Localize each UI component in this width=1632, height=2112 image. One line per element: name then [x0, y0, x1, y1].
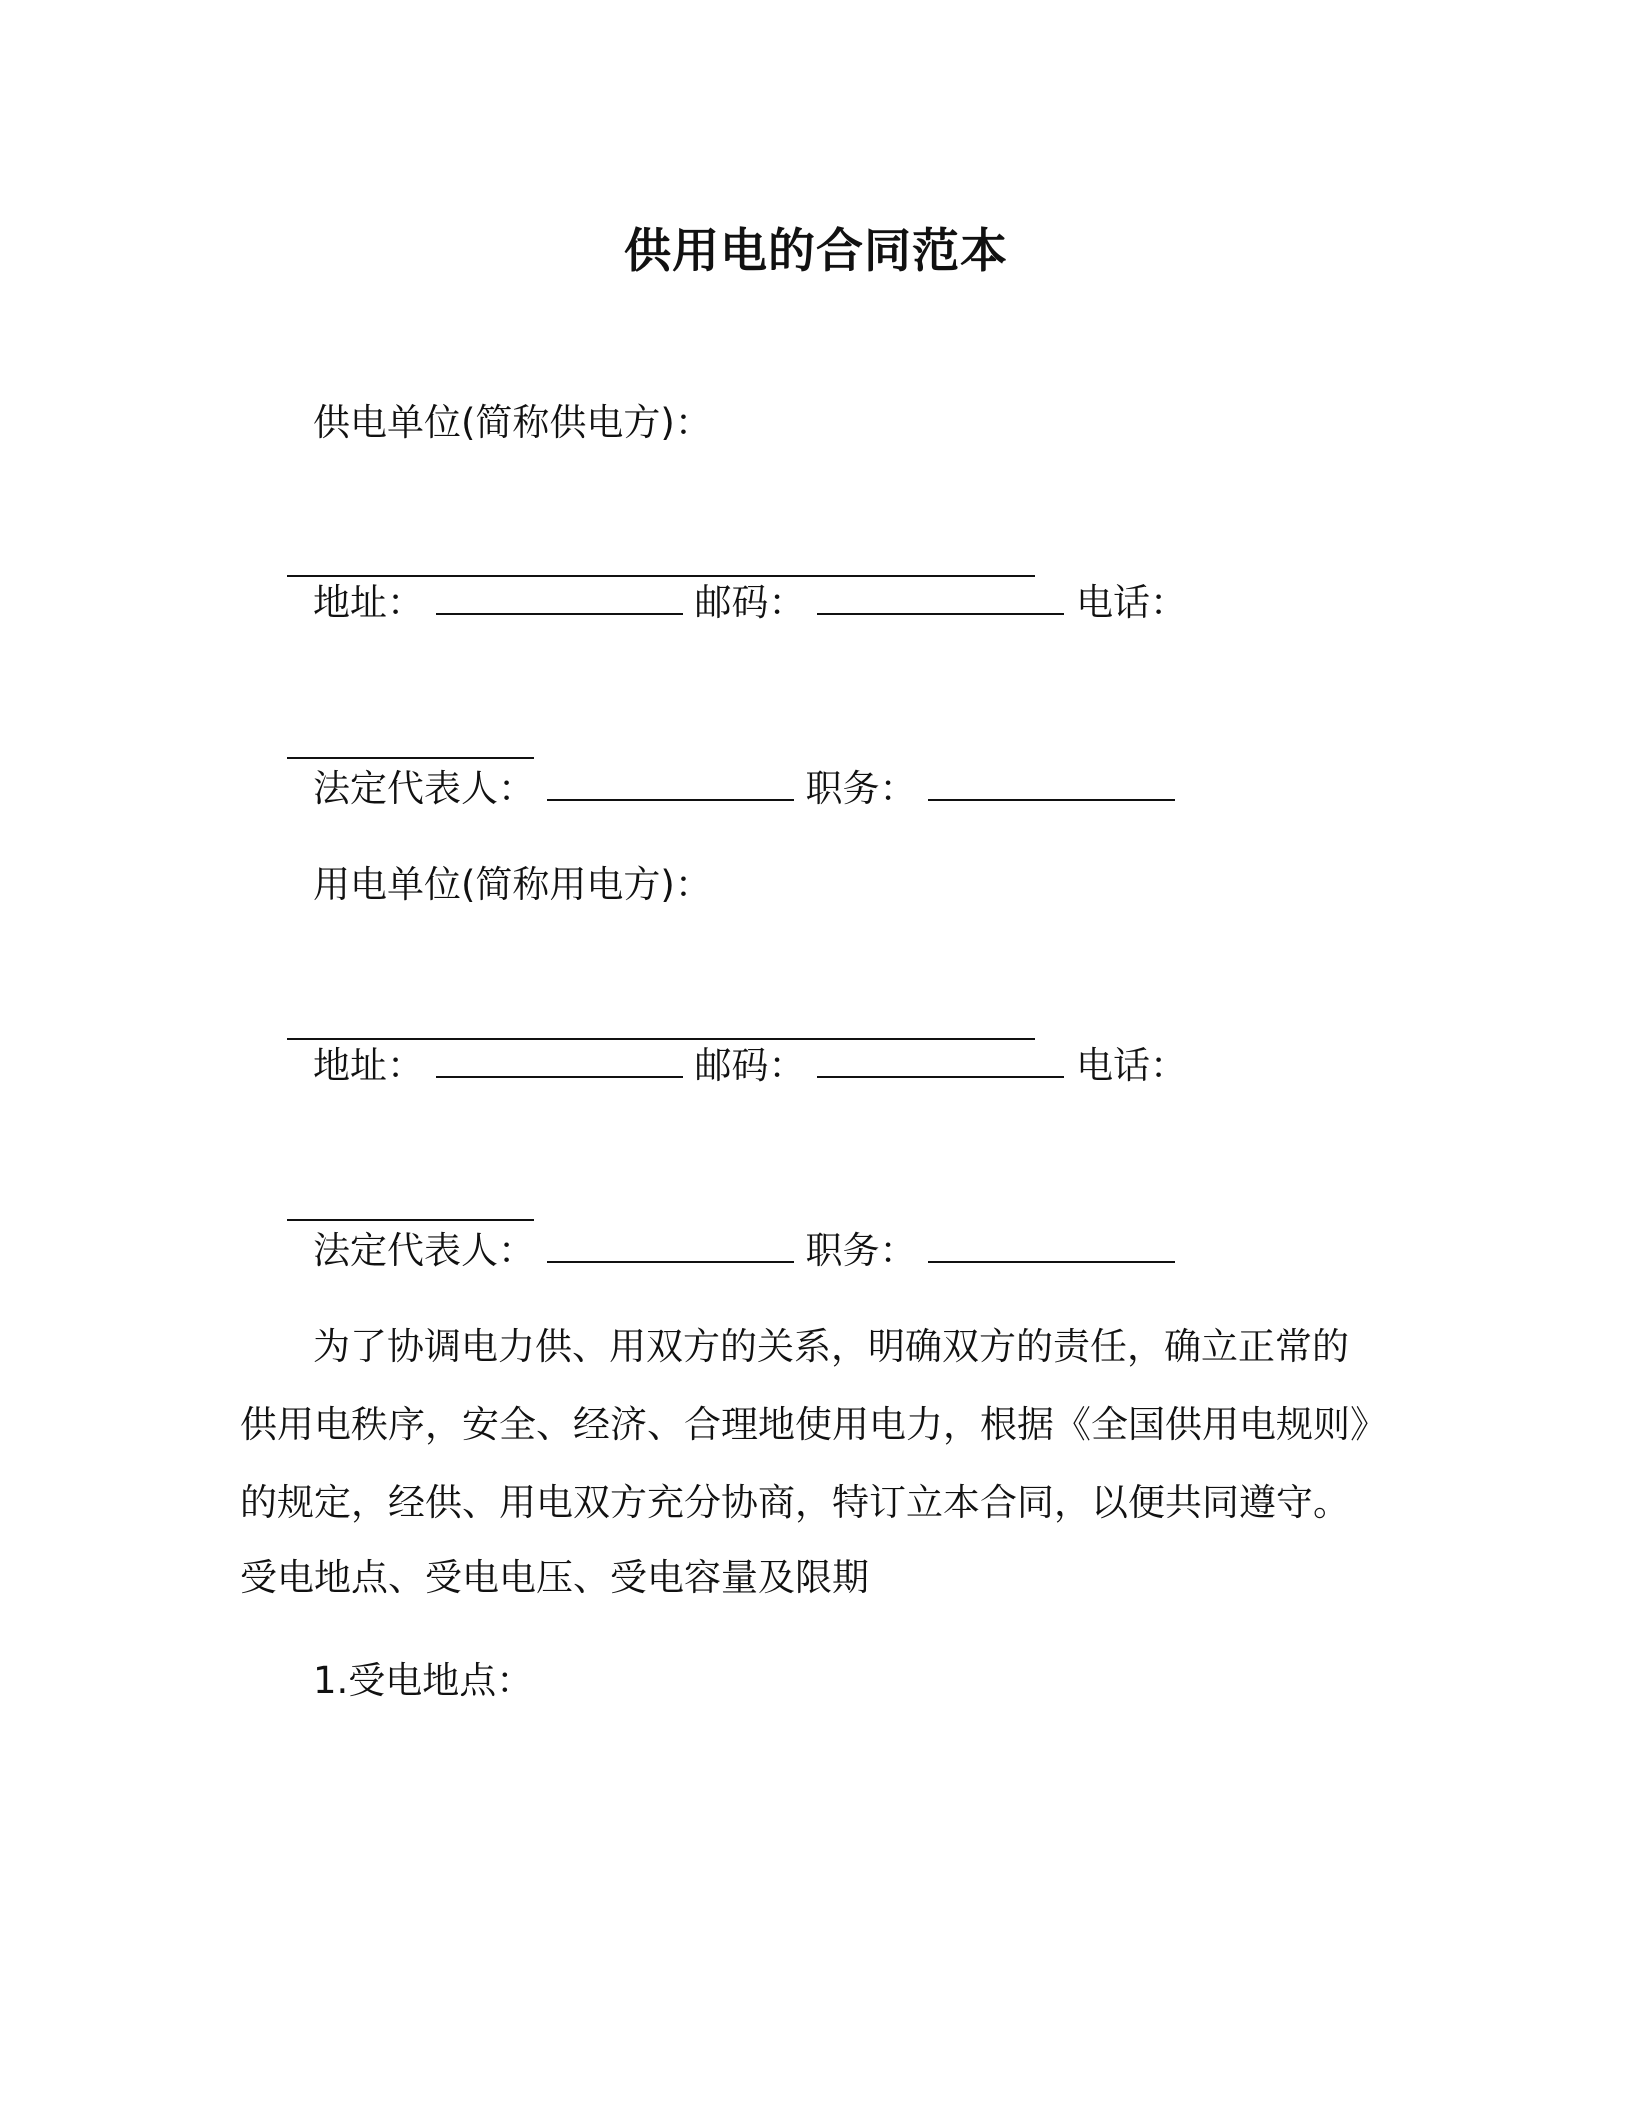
consumer-phone-blank[interactable] [287, 1187, 534, 1221]
consumer-unit-blank[interactable] [287, 1006, 1035, 1040]
consumer-rep-blank[interactable] [547, 1229, 794, 1263]
supplier-rep-row [313, 764, 1175, 814]
consumer-postcode-label: 邮码： [694, 1044, 806, 1087]
preamble-line-2: 供用电秩序，安全、经济、合理地使用电力，根据《全国供用电规则》 [240, 1403, 1387, 1446]
consumer-unit-label: 用电单位(简称用电方)： [313, 863, 712, 906]
supplier-rep-blank[interactable] [547, 767, 794, 801]
consumer-contact-row [313, 1041, 1187, 1091]
supplier-unit-blank[interactable] [287, 543, 1035, 577]
supplier-postcode-label: 邮码： [694, 581, 806, 624]
supplier-rep-label: 法定代表人： [313, 767, 535, 810]
consumer-postcode-blank[interactable] [817, 1044, 1064, 1078]
supplier-position-blank[interactable] [928, 767, 1175, 801]
section-heading: 受电地点、受电电压、受电容量及限期 [240, 1556, 869, 1599]
supplier-postcode-blank[interactable] [817, 581, 1064, 615]
consumer-rep-label: 法定代表人： [313, 1229, 535, 1272]
consumer-phone-label: 电话： [1076, 1044, 1188, 1087]
supplier-address-blank[interactable] [436, 581, 683, 615]
consumer-position-label: 职务： [805, 1229, 917, 1272]
consumer-position-blank[interactable] [928, 1229, 1175, 1263]
document-title: 供用电的合同范本 [624, 224, 1008, 279]
item-1-receiving-location: 1.受电地点： [313, 1659, 534, 1702]
supplier-phone-label: 电话： [1076, 581, 1188, 624]
supplier-contact-row [313, 578, 1187, 628]
preamble-line-3: 的规定，经供、用电双方充分协商，特订立本合同，以便共同遵守。 [240, 1481, 1350, 1524]
consumer-address-blank[interactable] [436, 1044, 683, 1078]
supplier-phone-blank[interactable] [287, 725, 534, 759]
supplier-unit-label: 供电单位(简称供电方)： [313, 401, 712, 444]
preamble-line-1: 为了协调电力供、用双方的关系，明确双方的责任，确立正常的 [313, 1325, 1349, 1368]
consumer-rep-row [313, 1226, 1175, 1276]
supplier-position-label: 职务： [805, 767, 917, 810]
consumer-address-label: 地址： [313, 1044, 424, 1087]
supplier-address-label: 地址： [313, 581, 424, 624]
